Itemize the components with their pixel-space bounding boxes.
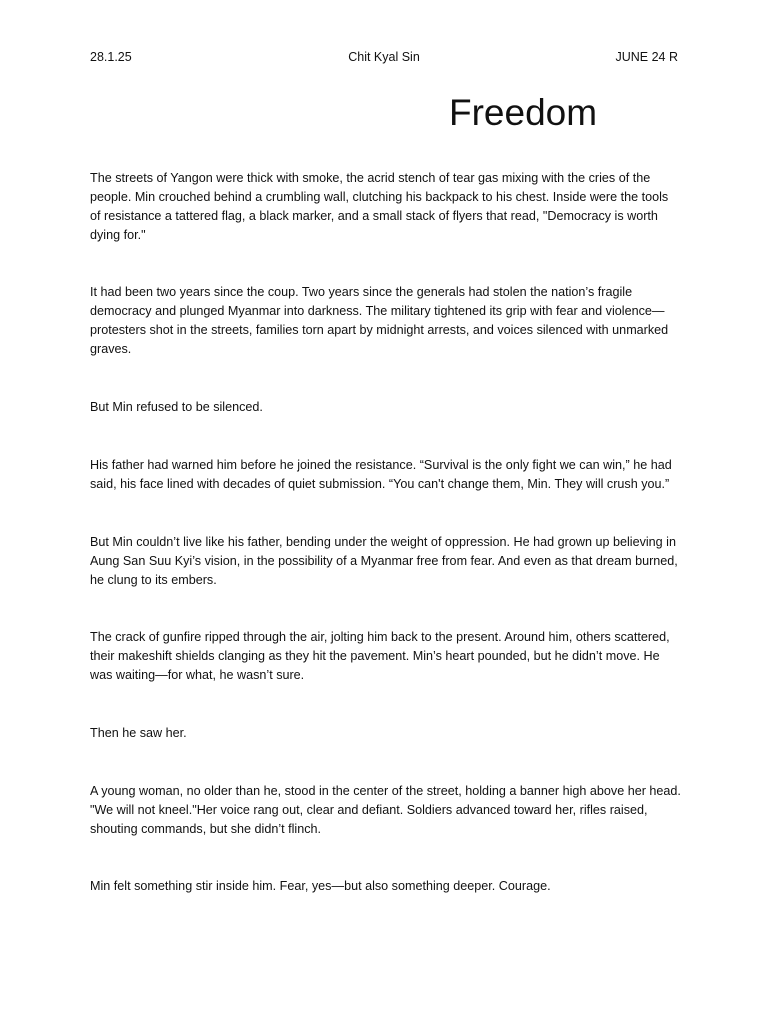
paragraph-4: His father had warned him before he joined the resistance. “Survival is the only fight we can win,” he had said, his face lined with decades of quiet submission. “You can't change them, Min. They will crush you.” bbox=[90, 458, 672, 491]
paragraph-5: But Min couldn’t live like his father, bending under the weight of oppression. He had grown up believing in Aung San Suu Kyi’s vision, in the possibility of a Myanmar free from fear. And even as that dream burned, he clung to its embers. bbox=[90, 535, 678, 587]
page-header bbox=[90, 48, 678, 66]
paragraph-6: The crack of gunfire ripped through the air, jolting him back to the present. Around him, others scattered, their makeshift shields clanging as they hit the pavement. Min’s heart pounded, but he didn’t move. He was waiting—for what, he wasn’t sure. bbox=[90, 630, 670, 682]
header-class: JUNE 24 R bbox=[615, 50, 678, 64]
header-author: Chit Kyal Sin bbox=[348, 50, 420, 64]
paragraph-1: The streets of Yangon were thick with smoke, the acrid stench of tear gas mixing with the cries of the people. Min crouched behind a crumbling wall, clutching his backpack to his chest. Inside were the tools of resistance a tattered flag, a black marker, and a small stack of flyers that read, "Democracy is worth dying for." bbox=[90, 171, 669, 242]
paragraph-2: It had been two years since the coup. Two years since the generals had stolen the nation’s fragile democracy and plunged Myanmar into darkness. The military tightened its grip with fear and violence—protesters shot in the streets, families torn apart by midnight arrests, and voices silenced with unmarked graves. bbox=[90, 285, 669, 356]
paragraph-8: A young woman, no older than he, stood in the center of the street, holding a banner high above her head. "We will not kneel."Her voice rang out, clear and defiant. Soldiers advanced toward her, rifles raised, shouting commands, but she didn’t flinch. bbox=[90, 784, 681, 836]
paragraph-7: Then he saw her. bbox=[90, 726, 187, 740]
header-date: 28.1.25 bbox=[90, 50, 132, 64]
paragraph-9: Min felt something stir inside him. Fear, yes—but also something deeper. Courage. bbox=[90, 879, 551, 893]
paragraph-3: But Min refused to be silenced. bbox=[90, 400, 263, 414]
document-title: Freedom bbox=[449, 92, 598, 133]
